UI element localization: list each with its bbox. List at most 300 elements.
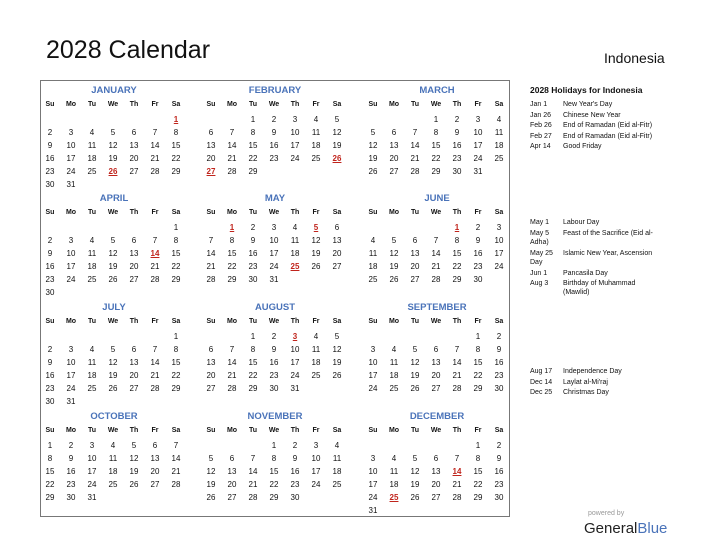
- calendar-day: 23: [45, 384, 55, 393]
- calendar-day: 17: [473, 141, 483, 150]
- calendar-day: 18: [87, 371, 97, 380]
- holiday-name: End of Ramadan (Eid al-Fitr): [563, 132, 653, 140]
- calendar-day: 25: [494, 154, 504, 163]
- month-name: NOVEMBER: [247, 411, 303, 422]
- weekday-header: We: [107, 209, 119, 216]
- holiday-name: Independence Day: [563, 368, 622, 375]
- calendar-day: 24: [311, 480, 321, 489]
- calendar-day: 28: [227, 167, 237, 176]
- holiday-date: Dec 25: [530, 389, 553, 396]
- calendar-day: 3: [496, 223, 502, 232]
- calendar-day: 21: [206, 262, 216, 271]
- calendar-day: 7: [152, 345, 158, 354]
- month-name: AUGUST: [254, 302, 296, 313]
- weekday-header: Sa: [332, 209, 342, 216]
- calendar-day: 22: [248, 154, 258, 163]
- calendar-day: 3: [68, 236, 74, 245]
- calendar-day: 4: [370, 236, 376, 245]
- calendar-day: 30: [66, 493, 76, 502]
- calendar-day: 4: [89, 345, 95, 354]
- calendar-day: 10: [368, 358, 378, 367]
- calendar-day: 2: [68, 441, 74, 450]
- calendar-day: 1: [250, 332, 256, 341]
- calendar-day: 9: [271, 345, 277, 354]
- calendar-day: 14: [171, 454, 181, 463]
- holiday-item: [530, 367, 662, 376]
- calendar-day: 13: [206, 358, 216, 367]
- calendar-day: 17: [269, 249, 279, 258]
- calendar-day: 25: [368, 275, 378, 284]
- calendar-day: 30: [248, 275, 258, 284]
- calendar-day: 20: [431, 480, 441, 489]
- calendar-day: 26: [311, 262, 321, 271]
- weekday-header: Su: [368, 427, 378, 434]
- holiday-item: [530, 279, 662, 297]
- calendar-day: 23: [473, 262, 483, 271]
- holiday-item: [530, 218, 662, 227]
- calendar-day: 19: [368, 154, 378, 163]
- calendar-day: 20: [206, 371, 216, 380]
- holiday-day: 3: [292, 332, 298, 341]
- calendar-day: 15: [269, 467, 279, 476]
- calendar-day: 7: [454, 454, 460, 463]
- calendar-day: 25: [87, 167, 97, 176]
- weekday-header: Tu: [87, 101, 97, 108]
- calendar-day: 15: [45, 467, 55, 476]
- calendar-day: 7: [208, 236, 214, 245]
- calendar-day: 23: [269, 371, 279, 380]
- calendar-day: 14: [150, 141, 160, 150]
- weekday-header: Fr: [151, 318, 159, 325]
- calendar-day: 14: [227, 141, 237, 150]
- holiday-day: 1: [454, 223, 460, 232]
- calendar-day: 19: [108, 262, 118, 271]
- calendar-day: 31: [368, 506, 378, 515]
- calendar-day: 29: [452, 275, 462, 284]
- weekday-header: Fr: [474, 318, 482, 325]
- calendar-day: 7: [229, 345, 235, 354]
- calendar-day: 6: [412, 236, 418, 245]
- calendar-day: 28: [150, 275, 160, 284]
- calendar-day: 9: [47, 358, 53, 367]
- calendar-day: 17: [66, 262, 76, 271]
- calendar-day: 18: [368, 262, 378, 271]
- holiday-day: 1: [229, 223, 235, 232]
- calendar-day: 7: [229, 128, 235, 137]
- holiday-date: Feb 26: [530, 122, 552, 129]
- calendar-day: 21: [171, 467, 181, 476]
- weekday-header: Su: [368, 209, 378, 216]
- calendar-day: 8: [229, 236, 235, 245]
- weekday-header: Mo: [65, 427, 77, 434]
- calendar-day: 7: [412, 128, 418, 137]
- calendar-day: 7: [152, 128, 158, 137]
- holiday-name: Laylat al-Mi'raj: [563, 378, 608, 386]
- holiday-name: Birthday of Muhammad (Mawlid): [563, 280, 636, 296]
- calendar-day: 11: [290, 236, 300, 245]
- weekday-header: Fr: [312, 101, 320, 108]
- holiday-date: Dec 14: [530, 378, 553, 386]
- holiday-day: 27: [206, 167, 216, 176]
- calendar-day: 29: [45, 493, 55, 502]
- weekday-header: Tu: [87, 318, 97, 325]
- calendar-day: 2: [250, 223, 256, 232]
- calendar-day: 2: [271, 115, 277, 124]
- calendar-day: 13: [129, 358, 139, 367]
- calendar-day: 24: [269, 262, 279, 271]
- weekday-header: Mo: [388, 427, 400, 434]
- calendar-day: 2: [292, 441, 298, 450]
- calendar-day: 23: [290, 480, 300, 489]
- calendar-day: 19: [410, 480, 420, 489]
- weekday-header: Tu: [248, 209, 258, 216]
- calendar-day: 22: [452, 262, 462, 271]
- calendar-day: 5: [370, 128, 376, 137]
- calendar-day: 25: [332, 480, 342, 489]
- calendar-day: 28: [150, 384, 160, 393]
- weekday-header: Tu: [87, 427, 97, 434]
- calendar-day: 1: [271, 441, 277, 450]
- calendar-day: 6: [208, 345, 214, 354]
- calendar-day: 28: [410, 167, 420, 176]
- calendar-day: 26: [410, 493, 420, 502]
- calendar-day: 27: [206, 384, 216, 393]
- calendar-day: 21: [431, 262, 441, 271]
- calendar-day: 26: [389, 275, 399, 284]
- weekday-header: Su: [45, 318, 55, 325]
- calendar-day: 9: [496, 345, 502, 354]
- calendar-day: 2: [47, 128, 53, 137]
- calendar-day: 7: [454, 345, 460, 354]
- brand-general: General: [584, 520, 638, 537]
- calendar-day: 13: [332, 236, 342, 245]
- calendar-day: 28: [171, 480, 181, 489]
- calendar-day: 16: [66, 467, 76, 476]
- calendar-day: 4: [89, 236, 95, 245]
- calendar-day: 9: [292, 454, 298, 463]
- holiday-item: [530, 111, 662, 120]
- calendar-day: 15: [452, 249, 462, 258]
- calendar-day: 21: [452, 480, 462, 489]
- calendar-day: 1: [475, 332, 481, 341]
- calendar-day: 10: [87, 454, 97, 463]
- weekday-header: We: [430, 318, 442, 325]
- weekday-header: Mo: [65, 101, 77, 108]
- calendar-day: 3: [68, 128, 74, 137]
- weekday-header: Sa: [171, 101, 181, 108]
- calendar-day: 30: [290, 493, 300, 502]
- calendar-day: 20: [431, 371, 441, 380]
- calendar-day: 11: [389, 467, 399, 476]
- calendar-day: 26: [206, 493, 216, 502]
- weekday-header: Su: [206, 101, 216, 108]
- month-name: MARCH: [419, 85, 455, 96]
- weekday-header: Sa: [332, 318, 342, 325]
- calendar-day: 12: [108, 358, 118, 367]
- calendar-day: 28: [206, 275, 216, 284]
- calendar-day: 18: [389, 480, 399, 489]
- weekday-header: Mo: [388, 209, 400, 216]
- calendar-day: 21: [150, 154, 160, 163]
- calendar-day: 8: [454, 236, 460, 245]
- month-name: JANUARY: [91, 85, 137, 96]
- calendar-day: 18: [389, 371, 399, 380]
- calendar-day: 8: [47, 454, 53, 463]
- calendar-day: 19: [129, 467, 139, 476]
- calendar-day: 26: [129, 480, 139, 489]
- weekday-header: We: [268, 318, 280, 325]
- holiday-day: 26: [108, 167, 118, 176]
- holiday-date: Aug 3: [530, 280, 549, 287]
- calendar-day: 12: [311, 236, 321, 245]
- calendar-day: 28: [431, 275, 441, 284]
- powered-by: powered by: [588, 510, 625, 517]
- calendar-day: 17: [311, 467, 321, 476]
- calendar-day: 28: [227, 384, 237, 393]
- calendar-day: 4: [110, 441, 116, 450]
- weekday-header: We: [268, 209, 280, 216]
- weekday-header: Sa: [332, 101, 342, 108]
- calendar-day: 6: [131, 128, 137, 137]
- calendar-day: 20: [206, 154, 216, 163]
- calendar-day: 21: [227, 154, 237, 163]
- weekday-header: Tu: [87, 209, 97, 216]
- calendar-day: 27: [332, 262, 342, 271]
- calendar-day: 16: [494, 358, 504, 367]
- calendar-day: 16: [248, 249, 258, 258]
- weekday-header: Fr: [312, 209, 320, 216]
- calendar-day: 12: [108, 141, 118, 150]
- weekday-header: Mo: [65, 209, 77, 216]
- calendar-day: 25: [311, 371, 321, 380]
- calendar-day: 23: [45, 167, 55, 176]
- calendar-day: 31: [66, 397, 76, 406]
- calendar-day: 29: [171, 275, 181, 284]
- calendar-day: 15: [473, 467, 483, 476]
- calendar-day: 10: [269, 236, 279, 245]
- calendar-day: 9: [47, 249, 53, 258]
- calendar-day: 31: [66, 180, 76, 189]
- calendar-day: 2: [475, 223, 481, 232]
- page-title: 2028 Calendar: [46, 36, 211, 64]
- calendar-day: 17: [368, 371, 378, 380]
- weekday-header: Su: [206, 318, 216, 325]
- calendar-day: 27: [431, 384, 441, 393]
- calendar-day: 8: [475, 345, 481, 354]
- calendar-day: 16: [494, 467, 504, 476]
- calendar-day: 27: [389, 167, 399, 176]
- calendar-day: 18: [87, 262, 97, 271]
- weekday-header: Tu: [248, 427, 258, 434]
- calendar-day: 10: [473, 128, 483, 137]
- calendar-day: 24: [368, 384, 378, 393]
- weekday-header: Tu: [410, 318, 420, 325]
- calendar-day: 8: [475, 454, 481, 463]
- calendar-day: 1: [173, 223, 179, 232]
- calendar-day: 27: [129, 167, 139, 176]
- calendar-day: 3: [89, 441, 95, 450]
- holiday-day: 5: [313, 223, 319, 232]
- calendar-day: 18: [290, 249, 300, 258]
- calendar-day: 6: [334, 223, 340, 232]
- calendar-day: 17: [290, 358, 300, 367]
- calendar-day: 25: [108, 480, 118, 489]
- calendar-day: 5: [412, 454, 418, 463]
- weekday-header: Fr: [312, 427, 320, 434]
- weekday-header: Mo: [226, 427, 238, 434]
- holiday-date: Jan 1: [530, 101, 548, 108]
- calendar-day: 28: [452, 493, 462, 502]
- calendar-day: 1: [173, 332, 179, 341]
- calendar-day: 29: [227, 275, 237, 284]
- calendar-day: 17: [290, 141, 300, 150]
- calendar-day: 6: [433, 454, 439, 463]
- calendar-day: 30: [269, 384, 279, 393]
- calendar-day: 19: [410, 371, 420, 380]
- weekday-header: Tu: [410, 209, 420, 216]
- calendar-day: 11: [389, 358, 399, 367]
- holiday-date: May 1: [530, 219, 550, 226]
- calendar-day: 30: [494, 493, 504, 502]
- weekday-header: Mo: [226, 318, 238, 325]
- calendar-day: 23: [248, 262, 258, 271]
- calendar-day: 17: [494, 249, 504, 258]
- calendar-day: 21: [227, 371, 237, 380]
- calendar-day: 15: [248, 358, 258, 367]
- calendar-day: 4: [391, 454, 397, 463]
- calendar-day: 3: [475, 115, 481, 124]
- calendar-day: 9: [454, 128, 460, 137]
- holidays-title: 2028 Holidays for Indonesia: [530, 85, 643, 95]
- calendar-day: 20: [150, 467, 160, 476]
- calendar-day: 24: [473, 154, 483, 163]
- calendar-day: 27: [227, 493, 237, 502]
- weekday-header: Fr: [312, 318, 320, 325]
- calendar-day: 10: [66, 141, 76, 150]
- calendar-day: 15: [431, 141, 441, 150]
- holiday-name: Pancasila Day: [563, 269, 608, 277]
- weekday-header: Tu: [410, 427, 420, 434]
- weekday-header: Mo: [226, 101, 238, 108]
- calendar-day: 9: [271, 128, 277, 137]
- calendar-day: 14: [452, 358, 462, 367]
- calendar-day: 19: [389, 262, 399, 271]
- holiday-day: 1: [173, 115, 179, 124]
- calendar-day: 3: [68, 345, 74, 354]
- calendar-day: 11: [311, 345, 321, 354]
- calendar-day: 23: [494, 480, 504, 489]
- calendar-day: 31: [290, 384, 300, 393]
- holiday-day: 14: [150, 249, 160, 258]
- calendar-day: 13: [389, 141, 399, 150]
- weekday-header: Su: [368, 318, 378, 325]
- calendar-day: 5: [334, 332, 340, 341]
- calendar-day: 15: [473, 358, 483, 367]
- calendar-day: 12: [108, 249, 118, 258]
- calendar-day: 11: [494, 128, 504, 137]
- weekday-header: Th: [290, 318, 300, 325]
- calendar-day: 6: [131, 345, 137, 354]
- calendar-day: 16: [269, 358, 279, 367]
- calendar-day: 20: [227, 480, 237, 489]
- holiday-date: Apr 14: [530, 143, 551, 150]
- calendar-day: 8: [271, 454, 277, 463]
- weekday-header: Sa: [171, 318, 181, 325]
- calendar-day: 16: [473, 249, 483, 258]
- weekday-header: We: [107, 101, 119, 108]
- weekday-header: Sa: [494, 318, 504, 325]
- calendar-day: 1: [433, 115, 439, 124]
- holiday-date: May 25: [530, 249, 553, 257]
- calendar-day: 10: [66, 358, 76, 367]
- calendar-day: 12: [368, 141, 378, 150]
- holiday-name: Labour Day: [563, 219, 600, 226]
- calendar-day: 19: [332, 141, 342, 150]
- calendar-day: 3: [370, 345, 376, 354]
- calendar-day: 6: [391, 128, 397, 137]
- weekday-header: Tu: [248, 318, 258, 325]
- calendar-day: 14: [150, 358, 160, 367]
- calendar-day: 6: [131, 236, 137, 245]
- calendar-day: 21: [452, 371, 462, 380]
- calendar-day: 20: [129, 262, 139, 271]
- calendar-day: 22: [171, 154, 181, 163]
- calendar-day: 4: [334, 441, 340, 450]
- calendar-day: 31: [87, 493, 97, 502]
- calendar-day: 30: [45, 397, 55, 406]
- holiday-item: [530, 388, 662, 397]
- calendar-day: 24: [66, 275, 76, 284]
- calendar-day: 14: [227, 358, 237, 367]
- calendar-day: 29: [171, 167, 181, 176]
- calendar-day: 24: [87, 480, 97, 489]
- calendar-day: 13: [129, 141, 139, 150]
- weekday-header: Fr: [474, 101, 482, 108]
- weekday-header: Th: [290, 101, 300, 108]
- calendar-day: 19: [108, 371, 118, 380]
- calendar-day: 22: [473, 480, 483, 489]
- weekday-header: Sa: [494, 427, 504, 434]
- calendar-day: 14: [248, 467, 258, 476]
- calendar-day: 26: [108, 384, 118, 393]
- weekday-header: We: [107, 427, 119, 434]
- calendar-day: 26: [332, 371, 342, 380]
- calendar-day: 20: [389, 154, 399, 163]
- weekday-header: Fr: [151, 209, 159, 216]
- calendar-day: 26: [108, 275, 118, 284]
- calendar-day: 14: [410, 141, 420, 150]
- weekday-header: We: [430, 209, 442, 216]
- weekday-header: We: [430, 101, 442, 108]
- calendar-day: 22: [171, 262, 181, 271]
- calendar-day: 11: [311, 128, 321, 137]
- holiday-day: 26: [332, 154, 342, 163]
- calendar-day: 5: [334, 115, 340, 124]
- calendar-day: 10: [368, 467, 378, 476]
- calendar-day: 12: [129, 454, 139, 463]
- weekday-header: We: [107, 318, 119, 325]
- calendar-day: 6: [152, 441, 158, 450]
- calendar-day: 22: [473, 371, 483, 380]
- calendar-day: 30: [45, 180, 55, 189]
- calendar-day: 9: [68, 454, 74, 463]
- holiday-name: Good Friday: [563, 143, 602, 150]
- calendar-day: 13: [410, 249, 420, 258]
- calendar-day: 21: [410, 154, 420, 163]
- weekday-header: We: [268, 427, 280, 434]
- weekday-header: Su: [45, 209, 55, 216]
- calendar-day: 10: [290, 345, 300, 354]
